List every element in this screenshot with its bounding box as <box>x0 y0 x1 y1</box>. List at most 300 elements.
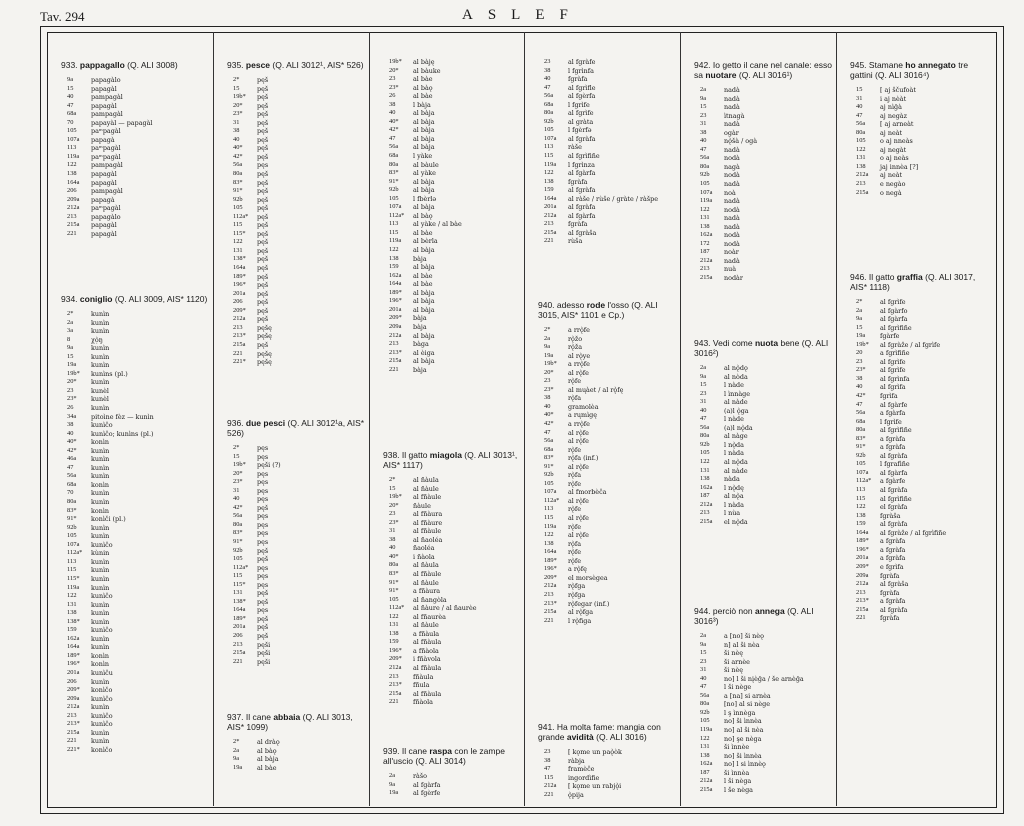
entry-title-text: Il cane <box>243 712 274 722</box>
survey-point: 42* <box>233 152 243 160</box>
dialect-form: al fgrìfiñe <box>880 494 912 503</box>
dialect-form: pampagàl <box>91 110 123 119</box>
dialect-form: a fgràfa <box>880 545 906 554</box>
dialect-form: rǫ̀fga <box>568 582 586 591</box>
dialect-form: al fñàura <box>413 510 443 519</box>
data-row <box>227 623 365 632</box>
dialect-form: papagàl <box>91 229 117 238</box>
data-row <box>383 544 520 553</box>
dialect-form: kunìn <box>91 703 110 712</box>
survey-point: 20 <box>856 349 863 357</box>
data-row <box>538 774 676 783</box>
data-row <box>227 315 365 324</box>
dialect-form: l še nèga <box>724 785 753 794</box>
dialect-form: no] ši ìnnèa <box>724 717 762 726</box>
data-row <box>850 298 991 307</box>
dialect-form: pęs <box>257 538 269 547</box>
dialect-form: konìči (pl.) <box>91 515 126 524</box>
data-row <box>61 161 209 170</box>
data-row <box>383 118 520 127</box>
data-row <box>383 255 520 264</box>
dialect-form: pęš <box>257 340 269 349</box>
data-row <box>850 486 991 495</box>
dialect-form: pęš <box>257 204 269 213</box>
data-row <box>694 265 832 274</box>
dialect-form: al fgràfa <box>568 186 596 195</box>
data-row <box>538 109 676 118</box>
map-column <box>680 32 837 806</box>
data-row <box>383 161 520 170</box>
data-row <box>850 477 991 486</box>
data-row <box>383 246 520 255</box>
dialect-form: pęši <box>257 649 271 658</box>
entry-section <box>538 58 676 246</box>
survey-point: 213 <box>856 180 866 188</box>
data-row <box>383 587 520 596</box>
survey-point: 162a <box>389 271 402 279</box>
data-row <box>61 660 209 669</box>
data-row <box>850 495 991 504</box>
data-row <box>694 390 832 399</box>
data-row <box>227 461 365 470</box>
dialect-form: kunìn <box>91 327 110 336</box>
dialect-form: pęšę <box>257 358 272 367</box>
survey-point: 131 <box>700 214 710 222</box>
data-row <box>383 664 520 673</box>
survey-point: 113 <box>389 220 399 228</box>
data-row <box>61 729 209 738</box>
data-row <box>850 375 991 384</box>
dialect-form: al fgràfa <box>880 486 908 495</box>
dialect-form: pęš <box>257 255 269 264</box>
data-row <box>383 195 520 204</box>
data-row <box>227 179 365 188</box>
data-row <box>538 161 676 170</box>
data-row <box>538 67 676 76</box>
entry-title <box>538 300 676 320</box>
survey-point: 23 <box>544 377 551 385</box>
data-row <box>538 540 676 549</box>
data-row <box>383 772 520 781</box>
data-row <box>850 146 991 155</box>
data-row <box>227 615 365 624</box>
data-row <box>850 163 991 172</box>
data-row <box>61 652 209 661</box>
data-row <box>538 75 676 84</box>
dialect-form: kunèl <box>91 386 109 395</box>
survey-point: 221 <box>233 657 243 665</box>
data-row <box>227 76 365 85</box>
data-row <box>694 103 832 112</box>
data-row <box>227 196 365 205</box>
survey-point: 215a <box>856 605 869 613</box>
data-row <box>694 163 832 172</box>
dialect-form: kunìčo <box>91 540 113 549</box>
data-row <box>538 574 676 583</box>
survey-point: 23 <box>544 58 551 65</box>
survey-point: 42* <box>544 420 554 428</box>
survey-point: 80a <box>856 128 866 136</box>
data-row <box>694 735 832 744</box>
data-row <box>538 84 676 93</box>
survey-point: 105 <box>389 595 399 603</box>
dialect-form: pęš <box>257 101 269 110</box>
dialect-form: kunìn <box>91 617 110 626</box>
data-row <box>850 452 991 461</box>
data-row <box>61 618 209 627</box>
dialect-form: aj negàt <box>880 145 907 154</box>
survey-point: 209* <box>856 562 869 570</box>
dialect-form: papagàl <box>91 221 117 230</box>
data-row <box>538 169 676 178</box>
survey-point: 107a <box>544 488 557 496</box>
entry-keyword: due pesci <box>245 418 286 428</box>
survey-point: 47 <box>389 134 396 142</box>
dialect-form: pęši (?) <box>257 461 281 470</box>
entry-title <box>227 60 365 70</box>
entry-section <box>694 606 832 794</box>
dialect-form: no] şe nèga <box>724 734 762 743</box>
dialect-form: [no] al si nège <box>724 700 770 709</box>
data-row <box>538 386 676 395</box>
dialect-form: kunìn <box>91 455 110 464</box>
entry-title-text: adesso <box>554 300 587 310</box>
entry-number: 938. <box>383 450 400 460</box>
survey-point: 213* <box>389 681 402 689</box>
dialect-form: pęš <box>257 212 269 221</box>
data-row <box>383 323 520 332</box>
entry-keyword: pappagallo <box>79 60 125 70</box>
dialect-form: al fgàrfo <box>880 306 908 315</box>
survey-point: 107a <box>856 468 869 476</box>
data-row <box>383 781 520 790</box>
survey-point: 56a <box>233 512 243 520</box>
survey-point: 2a <box>544 334 551 342</box>
entry-keyword: rode <box>586 300 606 310</box>
entry-section <box>383 746 520 798</box>
entry-keyword: nuota <box>754 338 779 348</box>
survey-point: 138 <box>700 222 710 230</box>
dialect-form: pęš <box>257 315 269 324</box>
survey-point: 38 <box>544 756 551 764</box>
survey-point: 213 <box>233 640 243 648</box>
entry-section <box>538 300 676 625</box>
survey-point: 212a <box>544 211 557 219</box>
data-row <box>694 760 832 769</box>
dialect-form: e fgrìfa <box>880 562 904 571</box>
survey-point: 212a <box>67 204 80 212</box>
survey-point: 40 <box>544 402 551 410</box>
survey-point: 91* <box>544 462 554 470</box>
survey-point: 212a <box>856 580 869 588</box>
data-row <box>383 789 520 798</box>
survey-point: 80a <box>389 160 399 168</box>
survey-point: 15 <box>700 649 707 657</box>
dialect-form: pęš <box>257 118 269 127</box>
entry-title <box>227 712 365 732</box>
data-row <box>383 289 520 298</box>
dialect-form: kunìčo <box>91 626 113 635</box>
data-row <box>538 429 676 438</box>
data-row <box>694 752 832 761</box>
data-row <box>227 144 365 153</box>
dialect-form: nadà <box>724 145 740 154</box>
survey-point: 221 <box>67 229 77 237</box>
dialect-form: al fgrìfiñe <box>568 152 600 161</box>
survey-point: 91* <box>233 538 243 546</box>
dialect-form: n] al ši nèa <box>724 640 760 649</box>
data-row <box>227 324 365 333</box>
data-row <box>383 203 520 212</box>
dialect-form: a fgrìfiñe <box>880 349 910 358</box>
dialect-form: rǫ̀žo <box>568 334 583 343</box>
dialect-form: nadà <box>724 222 740 231</box>
dialect-form: pęš <box>257 289 269 298</box>
survey-point: 209* <box>389 314 402 322</box>
dialect-form: al nòda <box>724 372 748 381</box>
dialect-form: al bàǫ <box>413 211 433 220</box>
data-row <box>61 515 209 524</box>
survey-point: 31 <box>233 118 240 126</box>
data-row <box>227 589 365 598</box>
entry-title <box>227 418 365 438</box>
survey-point: 122 <box>544 531 554 539</box>
survey-point: 56a <box>700 423 710 431</box>
dialect-form: bàja <box>413 254 427 263</box>
entry-source: (Q. ALI 3016¹) <box>736 70 793 80</box>
survey-point: 189* <box>389 288 402 296</box>
dialect-form: rǫ̀fga <box>568 590 586 599</box>
dialect-form: χọ̀ŋ <box>91 335 103 344</box>
dialect-form: pitoìne fèz — kunìn <box>91 412 154 421</box>
data-row <box>694 683 832 692</box>
survey-point: 119a <box>67 152 80 160</box>
survey-point: 221 <box>389 698 399 706</box>
survey-point: 40 <box>700 137 707 145</box>
entry-source: l'osso (Q. ALI 3015, AIS* 1101 e Cp.) <box>538 300 658 320</box>
data-row <box>61 746 209 755</box>
survey-point: 19b* <box>856 340 869 348</box>
survey-point: 113 <box>67 144 77 152</box>
dialect-form: al bàe <box>413 92 433 101</box>
dialect-form: al fgràša <box>568 228 597 237</box>
survey-point: 112a* <box>544 496 560 504</box>
dialect-form: al fgràfa <box>880 520 908 529</box>
data-row <box>850 129 991 138</box>
dialect-form: bàja <box>413 322 427 331</box>
survey-point: 119a <box>700 726 713 734</box>
survey-point: 112a* <box>389 211 405 219</box>
dialect-form: papagàl <box>91 101 117 110</box>
data-row <box>538 582 676 591</box>
data-row <box>61 498 209 507</box>
entry-title-text: Il gatto <box>866 272 897 282</box>
survey-point: 122 <box>700 458 710 466</box>
dialect-form: fgrìfa <box>880 392 898 401</box>
dialect-form: al fñàule <box>413 527 442 536</box>
data-row <box>694 189 832 198</box>
survey-point: 15 <box>856 323 863 331</box>
dialect-form: kunìn <box>91 643 110 652</box>
survey-point: 2* <box>233 76 240 83</box>
data-row <box>694 214 832 223</box>
survey-point: 83* <box>233 178 243 186</box>
survey-point: 131 <box>67 600 77 608</box>
data-row <box>383 366 520 375</box>
survey-point: 8 <box>67 335 71 343</box>
data-row <box>850 554 991 563</box>
data-row <box>227 247 365 256</box>
data-row <box>227 161 365 170</box>
dialect-form: al fgrìfe <box>880 357 906 366</box>
dialect-form: l bàja <box>413 100 431 109</box>
data-row <box>383 349 520 358</box>
data-row <box>694 112 832 121</box>
dialect-form: kunìns (pl.) <box>91 369 128 378</box>
dialect-form: papagàlo <box>91 76 121 84</box>
survey-point: 47 <box>544 83 551 91</box>
data-row <box>694 501 832 510</box>
dialect-form: kunìn <box>91 600 110 609</box>
dialect-form: al èiga <box>413 348 435 357</box>
data-row <box>383 143 520 152</box>
data-row <box>61 213 209 222</box>
survey-point: 20* <box>67 378 77 386</box>
data-row <box>227 547 365 556</box>
dialect-form: konìn <box>91 660 109 669</box>
dialect-form: kunìn <box>91 498 110 507</box>
data-row <box>227 453 365 462</box>
dialect-form: al fñàula <box>413 689 442 698</box>
data-row <box>850 189 991 198</box>
dialect-form: l rǫ̀figa <box>568 616 592 625</box>
survey-point: 213 <box>856 588 866 596</box>
dialect-form: l ši nège <box>724 683 752 692</box>
data-row <box>538 403 676 412</box>
survey-point: 215a <box>700 274 713 282</box>
survey-point: 131 <box>233 589 243 597</box>
dialect-form: al fgràfa <box>880 451 908 460</box>
survey-point: 9a <box>700 640 707 648</box>
entry-title-text: Il gatto <box>399 450 430 460</box>
survey-point: 40* <box>389 117 399 125</box>
survey-point: 42* <box>389 126 399 134</box>
survey-point: 105 <box>389 194 399 202</box>
survey-point: 31 <box>389 527 396 535</box>
dialect-form: l fgèrfə <box>568 126 592 135</box>
data-row <box>61 686 209 695</box>
data-row <box>538 411 676 420</box>
survey-point: 122 <box>856 503 866 511</box>
dialect-form: pęš <box>257 272 269 281</box>
dialect-form: kùnin <box>91 549 110 558</box>
survey-point: 80a <box>700 432 710 440</box>
data-row <box>538 237 676 246</box>
dialect-form: rǫ̀fe <box>568 479 582 488</box>
data-row <box>227 213 365 222</box>
dialect-form: al bàja <box>413 288 435 297</box>
survey-point: 56a <box>856 409 866 417</box>
survey-point: 23* <box>389 518 399 526</box>
dialect-form: al bàja <box>413 246 435 255</box>
data-row <box>538 446 676 455</box>
data-row <box>227 230 365 239</box>
dialect-form: a fñàura <box>413 587 441 596</box>
data-row <box>61 720 209 729</box>
data-row <box>850 409 991 418</box>
dialect-form: kunìn <box>91 446 110 455</box>
dialect-form: al fgàrfa <box>413 780 441 789</box>
survey-point: 196* <box>233 281 246 289</box>
dialect-form: ñàule <box>413 501 431 510</box>
data-row <box>383 579 520 588</box>
data-row <box>538 471 676 480</box>
data-row <box>61 464 209 473</box>
data-row <box>383 561 520 570</box>
data-row <box>694 373 832 382</box>
survey-point: 172 <box>700 239 710 247</box>
survey-point: 196* <box>389 646 402 654</box>
survey-point: 112a* <box>67 549 83 557</box>
data-row <box>850 307 991 316</box>
data-row <box>227 572 365 581</box>
dialect-form: rǫ̀fa (inf.) <box>568 454 599 463</box>
entry-section <box>850 272 991 623</box>
dialect-form: ši ìnnèe <box>724 743 750 752</box>
data-row <box>61 592 209 601</box>
dialect-form: al bàja <box>413 305 435 314</box>
data-row <box>850 392 991 401</box>
survey-point: 189* <box>544 556 557 564</box>
data-row <box>538 326 676 335</box>
data-row <box>538 352 676 361</box>
dialect-form: pęs <box>257 520 269 529</box>
dialect-form: al yàke / al bàe <box>413 220 462 229</box>
dialect-form: al fgàrfa <box>568 169 596 178</box>
survey-point: 221* <box>233 358 246 366</box>
survey-point: 113 <box>544 143 554 151</box>
dialect-form: al fgàrfa <box>568 211 596 220</box>
dialect-form: kunìn <box>91 361 110 370</box>
data-row <box>850 341 991 350</box>
dialect-form: ši ìnnèa <box>724 768 750 777</box>
data-row <box>61 669 209 678</box>
data-row <box>227 127 365 136</box>
survey-point: 189* <box>67 651 80 659</box>
survey-point: 47 <box>700 683 707 691</box>
survey-point: 201a <box>233 289 246 297</box>
data-row <box>383 493 520 502</box>
dialect-form: al fgàrfe <box>880 400 908 409</box>
dialect-form: papagàl <box>91 170 117 179</box>
survey-point: 215a <box>67 728 80 736</box>
data-row <box>850 180 991 189</box>
survey-point: 164a <box>389 280 402 288</box>
dialect-form: pampagàl <box>91 93 123 102</box>
dialect-form: kunìn <box>91 318 110 327</box>
dialect-form: nàda <box>724 475 740 484</box>
survey-point: 164a <box>233 606 246 614</box>
survey-point: 91* <box>389 578 399 586</box>
dialect-form: noàr <box>724 248 739 257</box>
survey-point: 164a <box>856 528 869 536</box>
dialect-form: ogàr <box>724 128 739 137</box>
dialect-form: kunìn <box>91 532 110 541</box>
entry-number: 933. <box>61 60 78 70</box>
data-row <box>61 643 209 652</box>
survey-point: 213 <box>544 220 554 228</box>
survey-point: 189* <box>233 272 246 280</box>
